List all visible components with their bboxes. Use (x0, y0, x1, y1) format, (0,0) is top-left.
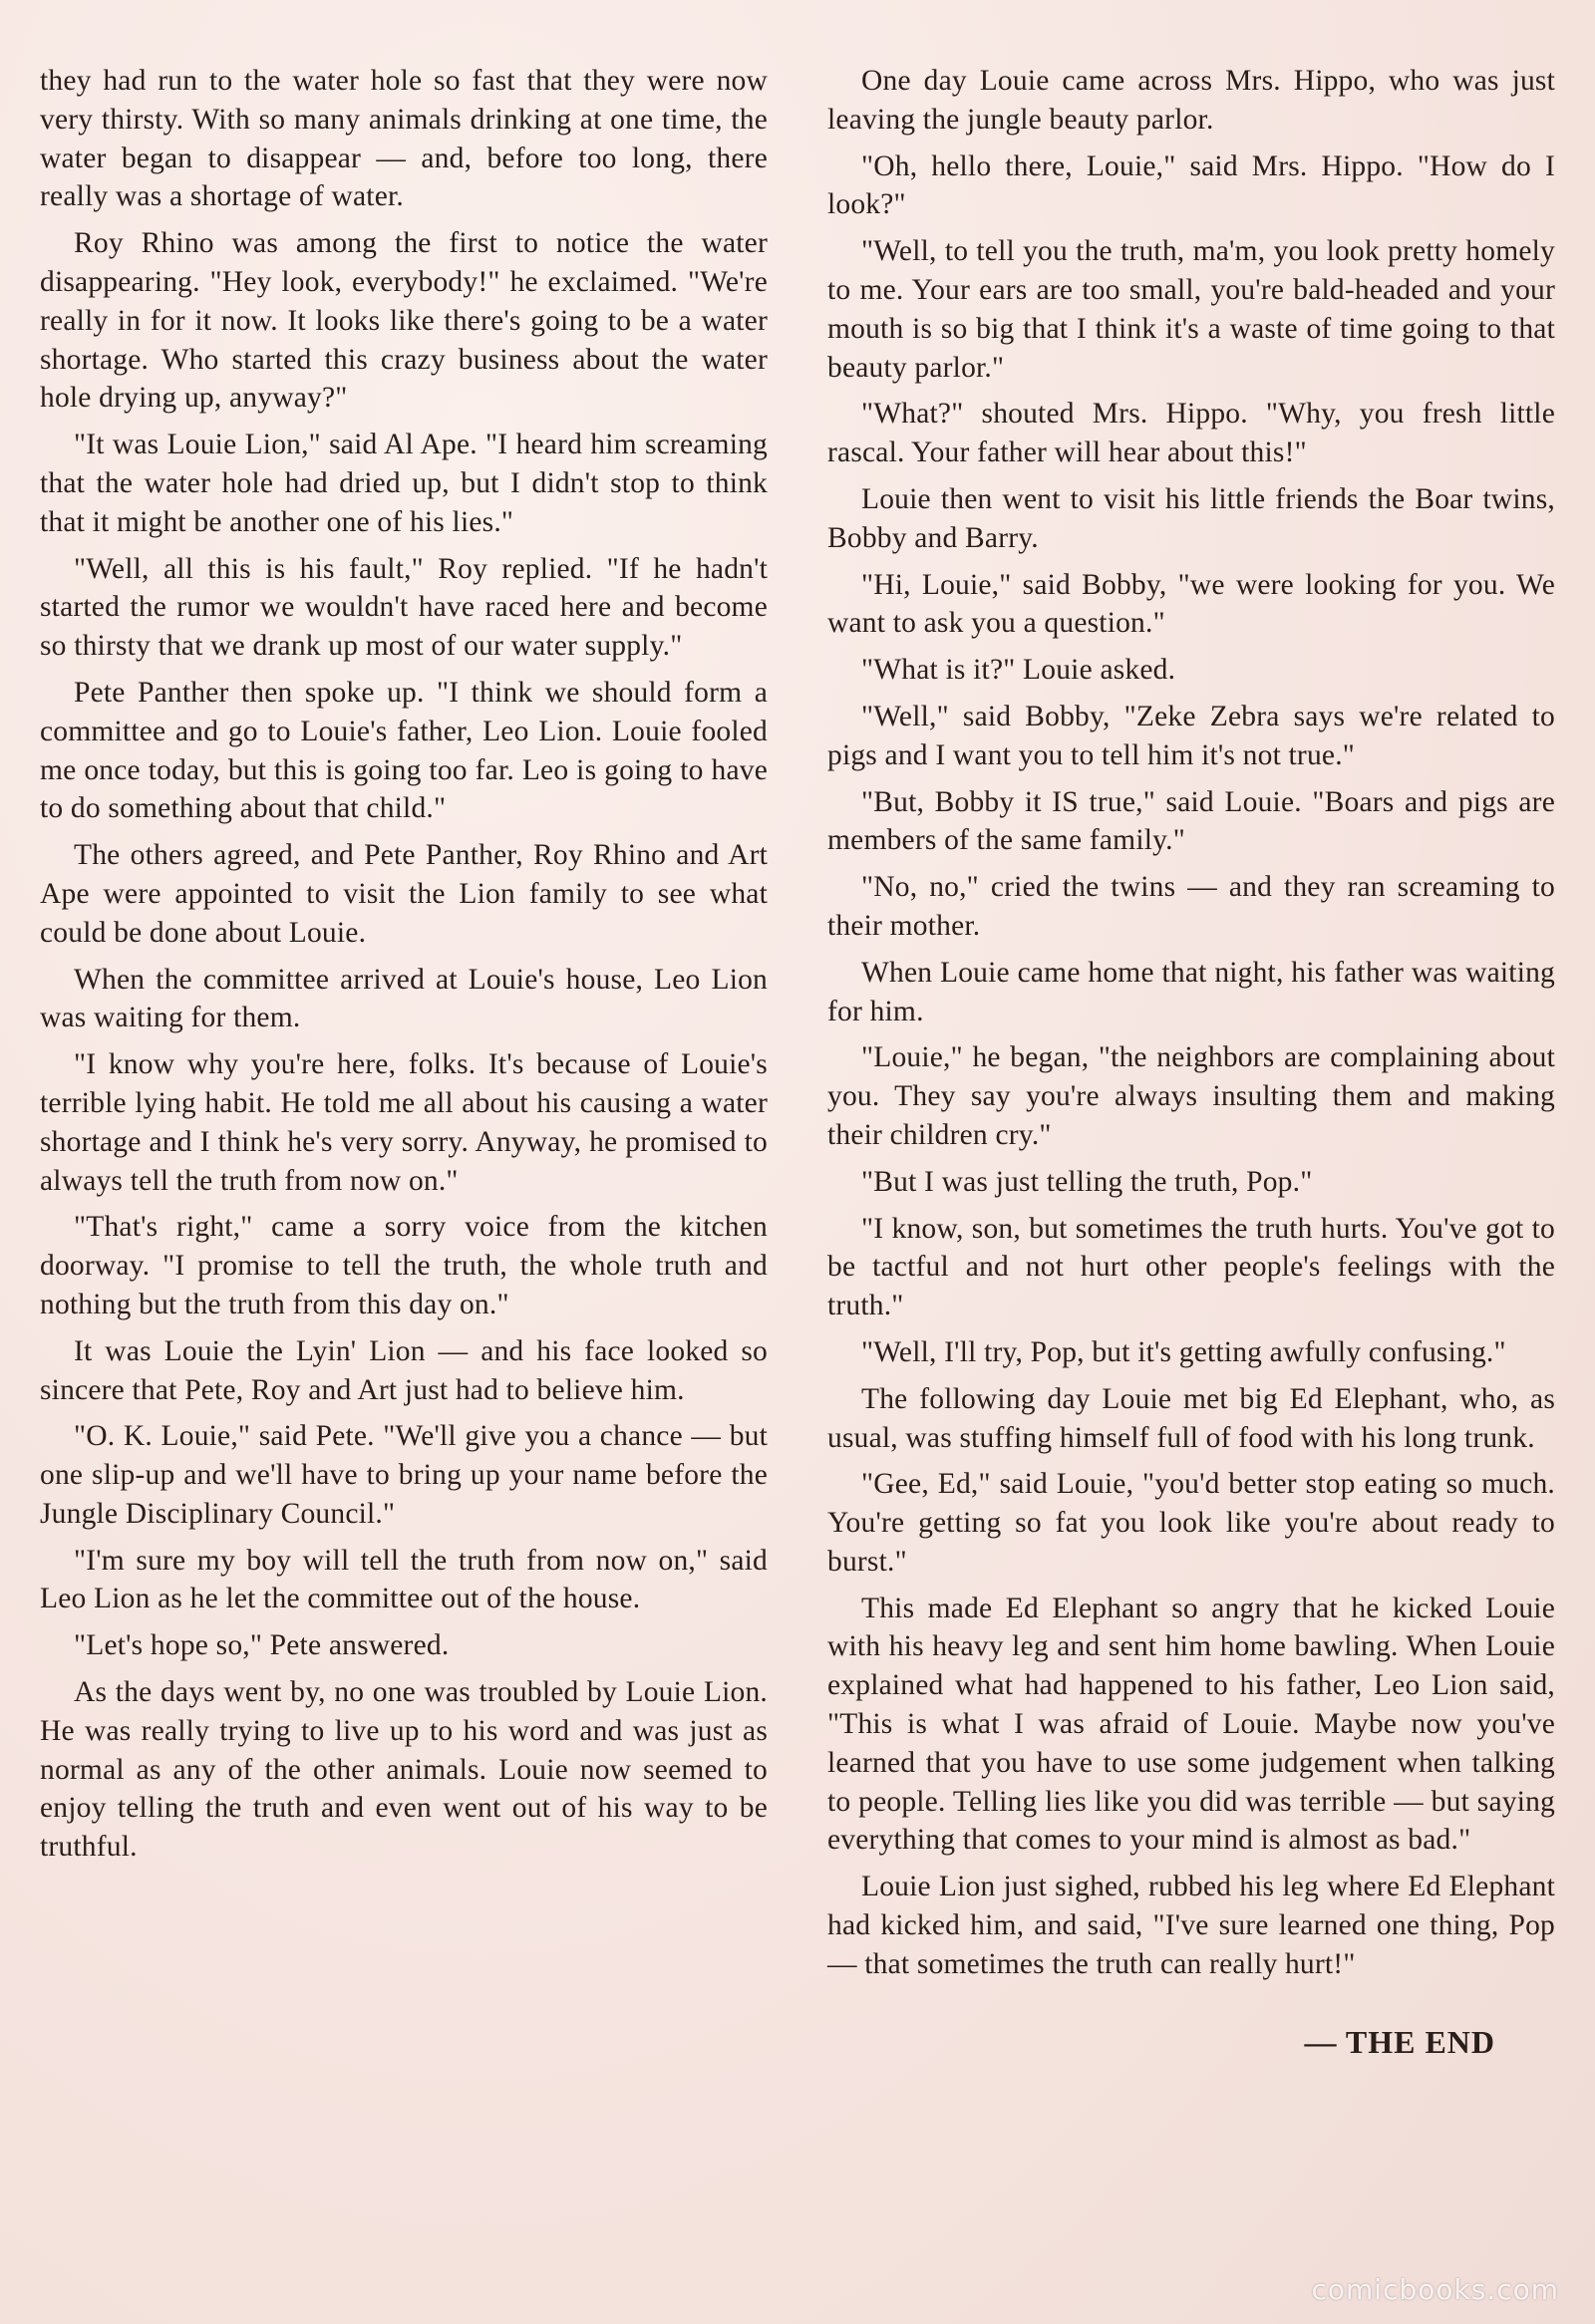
paragraph: When the committee arrived at Louie's house, Leo Lion was waiting for them. (40, 963, 768, 1034)
paragraph: "O. K. Louie," said Pete. "We'll give you a chance — but one slip-up and we'll have to bring up your name before the Jungle Disciplinary Council." (40, 1420, 768, 1530)
paragraph: "What?" shouted Mrs. Hippo. "Why, you fresh little rascal. Your father will hear about this!" (827, 398, 1555, 469)
paragraph: "Well, I'll try, Pop, but it's getting awfully confusing." (861, 1335, 1506, 1368)
paragraph: "Oh, hello there, Louie," said Mrs. Hippo. "How do I look?" (827, 149, 1555, 221)
paragraph: Pete Panther then spoke up. "I think we should form a committee and go to Louie's father, Leo Lion. Louie fooled me once today, but this is going too far. Leo is going to have to do something about that child." (40, 676, 768, 825)
paragraph: "It was Louie Lion," said Al Ape. "I heard him screaming that the water hole had dried up, but I didn't stop to think that it might be another one of his lies." (40, 429, 768, 538)
paragraph: "Let's hope so," Pete answered. (74, 1629, 450, 1662)
paragraph: "But, Bobby it IS true," said Louie. "Boars and pigs are members of the same family." (827, 785, 1555, 857)
story-page (40, 62, 1555, 2304)
paragraph: "I know, son, but sometimes the truth hurts. You've got to be tactful and not hurt other people's feelings with the truth." (827, 1212, 1555, 1322)
the-end-label: — THE END (1304, 2023, 1495, 2060)
paragraph: "What is it?" Louie asked. (861, 654, 1176, 687)
paragraph: "Well," said Bobby, "Zeke Zebra says we're related to pigs and I want you to tell him it's not true." (827, 700, 1555, 771)
paragraph: One day Louie came across Mrs. Hippo, who was just leaving the jungle beauty parlor. (827, 65, 1555, 136)
watermark: comicbooks.com (1311, 2273, 1559, 2306)
paragraph: This made Ed Elephant so angry that he kicked Louie with his heavy leg and sent him home bawling. When Louie explained what had happened to his father, Leo Lion said, "This is what I was afraid of Louie. Maybe now you've learned that you have to use some judgement when talking to people. Telling lies like you did was terrible — but saying everything that comes to your mind is almost as bad." (827, 1592, 1555, 1857)
paragraph: The following day Louie met big Ed Elephant, who, as usual, was stuffing himself full of food with his long trunk. (827, 1382, 1555, 1454)
paragraph: Louie Lion just sighed, rubbed his leg where Ed Elephant had kicked him, and said, "I've sure learned one thing, Pop — that sometimes the truth can really hurt!" (827, 1871, 1555, 1980)
paragraph: As the days went by, no one was troubled by Louie Lion. He was really trying to live up to his word and was just as normal as any of the other animals. Louie now seemed to enjoy telling the truth and even went out of his way to be truthful. (40, 1676, 768, 1864)
paragraph: they had run to the water hole so fast that they were now very thirsty. With so many animals drinking at one time, the water began to disappear — and, before too long, there really was a shortage of water. (40, 65, 768, 213)
paragraph: "That's right," came a sorry voice from the kitchen doorway. "I promise to tell the truth, the whole truth and nothing but the truth from this day on." (40, 1211, 768, 1320)
paragraph: "No, no," cried the twins — and they ran screaming to their mother. (827, 871, 1555, 942)
paragraph: "But I was just telling the truth, Pop." (861, 1165, 1313, 1198)
paragraph: "Hi, Louie," said Bobby, "we were looking for you. We want to ask you a question." (827, 568, 1555, 640)
paragraph: "Well, to tell you the truth, ma'm, you look pretty homely to me. Your ears are too small, you're bald-headed and your mouth is so big that I think it's a waste of time going to that beauty parlor." (827, 235, 1555, 384)
paragraph: "Louie," he began, "the neighbors are complaining about you. They say you're always insulting them and making their children cry." (827, 1041, 1555, 1151)
paragraph: "Well, all this is his fault," Roy replied. "If he hadn't started the rumor we wouldn't have raced here and become so thirsty that we drank up most of our water supply." (40, 552, 768, 663)
right-column (827, 62, 1555, 2304)
paragraph: Louie then went to visit his little friends the Boar twins, Bobby and Barry. (827, 482, 1555, 554)
left-column (40, 62, 768, 2304)
paragraph: "Gee, Ed," said Louie, "you'd better stop eating so much. You're getting so fat you look like you're about ready to burst." (827, 1468, 1555, 1578)
paragraph: "I know why you're here, folks. It's because of Louie's terrible lying habit. He told me all about his causing a water shortage and I think he's very sorry. Anyway, he promised to always tell the truth from now on." (40, 1048, 768, 1197)
paragraph: It was Louie the Lyin' Lion — and his face looked so sincere that Pete, Roy and Art just had to believe him. (40, 1334, 768, 1406)
paragraph: "I'm sure my boy will tell the truth from now on," said Leo Lion as he let the committee out of the house. (40, 1544, 768, 1615)
paragraph: Roy Rhino was among the first to notice the water disappearing. "Hey look, everybody!" he exclaimed. "We're really in for it now. It looks like there's going to be a water shortage. Who started this crazy business about the water hole drying up, anyway?" (40, 227, 768, 415)
paragraph: The others agreed, and Pete Panther, Roy Rhino and Art Ape were appointed to visit the Lion family to see what could be done about Louie. (40, 839, 768, 949)
paragraph: When Louie came home that night, his father was waiting for him. (827, 956, 1555, 1027)
